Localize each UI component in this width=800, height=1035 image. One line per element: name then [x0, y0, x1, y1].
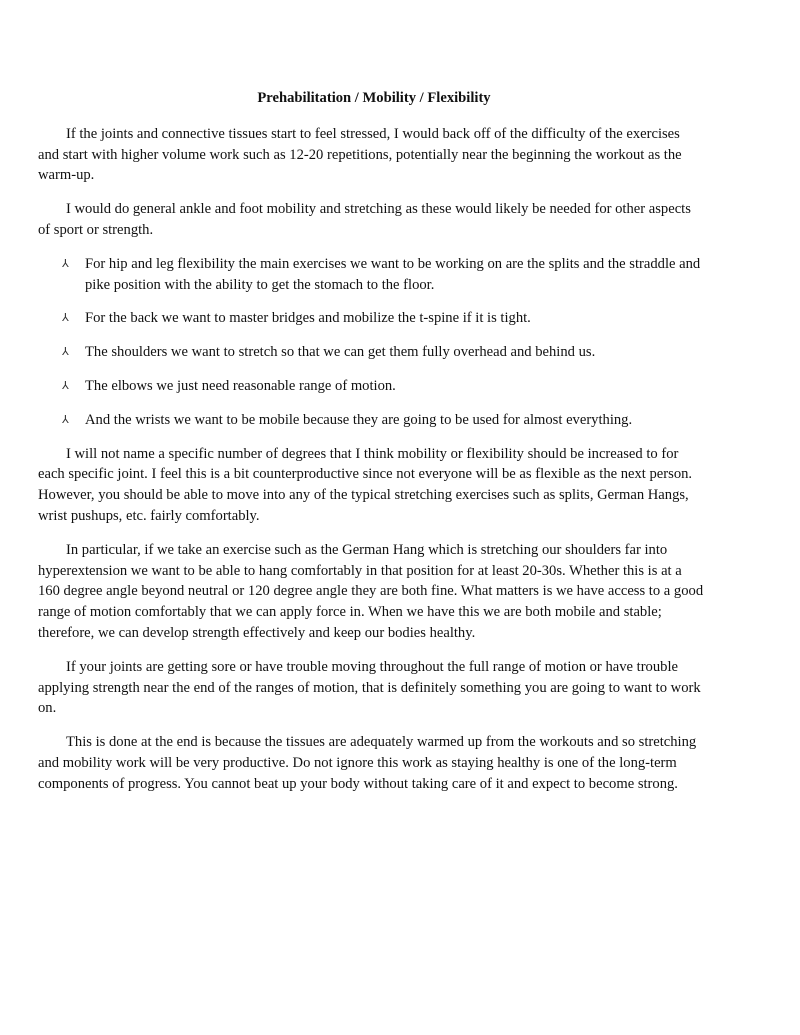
bullet-icon: ⅄	[62, 378, 69, 392]
mobility-bullet-list	[38, 254, 704, 431]
page-title: Prehabilitation / Mobility / Flexibility	[257, 90, 491, 106]
bullet-icon: ⅄	[62, 345, 69, 359]
list-item	[38, 308, 704, 329]
bullet-text-elbows: The elbows we just need reasonable range of motion.	[85, 377, 396, 394]
bullet-text-shoulders: The shoulders we want to stretch so that we can get them fully overhead and behind us.	[85, 344, 596, 361]
bullet-icon: ⅄	[62, 412, 69, 426]
bullet-icon: ⅄	[62, 311, 69, 325]
list-item	[38, 342, 704, 363]
list-item	[38, 254, 704, 296]
paragraph-stress-intro: If the joints and connective tissues start to feel stressed, I would back off of the difficulty of the exercises and start with higher volume work such as 12-20 repetitions, potentially near the beginning the workout as the warm-up.	[38, 125, 682, 184]
paragraph-end-of-workout: This is done at the end is because the tissues are adequately warmed up from the workouts and so stretching and mobility work will be very productive. Do not ignore this work as staying healthy is one of the long-term components of progress. You cannot beat up your body without taking care of it and expect to become strong.	[38, 734, 697, 792]
bullet-text-hip-leg: For hip and leg flexibility the main exercises we want to be working on are the splits and the straddle and pike position with the ability to get the stomach to the floor.	[85, 255, 701, 293]
bullet-text-wrists: And the wrists we want to be mobile because they are going to be used for almost everything.	[85, 411, 633, 428]
paragraph-ankle-foot: I would do general ankle and foot mobility and stretching as these would likely be needed for other aspects of sport or strength.	[38, 201, 691, 238]
bullet-icon: ⅄	[62, 256, 69, 270]
paragraph-german-hang: In particular, if we take an exercise such as the German Hang which is stretching our shoulders far into hyperextension we want to be able to hang comfortably in that position for at least 20-30s. Whether this is at a 160 degree angle beyond neutral or 120 degree angle they are both fine. What matters is we have access to a good range of motion comfortably that we can apply force in. When we have this we are both mobile and stable; therefore, we can develop strength effectively and keep our bodies healthy.	[38, 541, 704, 641]
bullet-text-back: For the back we want to master bridges and mobilize the t-spine if it is tight.	[85, 310, 531, 327]
document-page	[38, 88, 704, 808]
paragraph-degrees: I will not name a specific number of degrees that I think mobility or flexibility should be increased to for each specific joint. I feel this is a bit counterproductive since not everyone will be as flexible as the next person. However, you should be able to move into any of the typical stretching exercises such as splits, German Hangs, wrist pushups, etc. fairly comfortably.	[38, 445, 693, 524]
paragraph-sore-joints: If your joints are getting sore or have trouble moving throughout the full range of motion or have trouble applying strength near the end of the ranges of motion, that is definitely something you are going to want to work on.	[38, 658, 701, 717]
list-item	[38, 410, 704, 431]
list-item	[38, 376, 704, 397]
